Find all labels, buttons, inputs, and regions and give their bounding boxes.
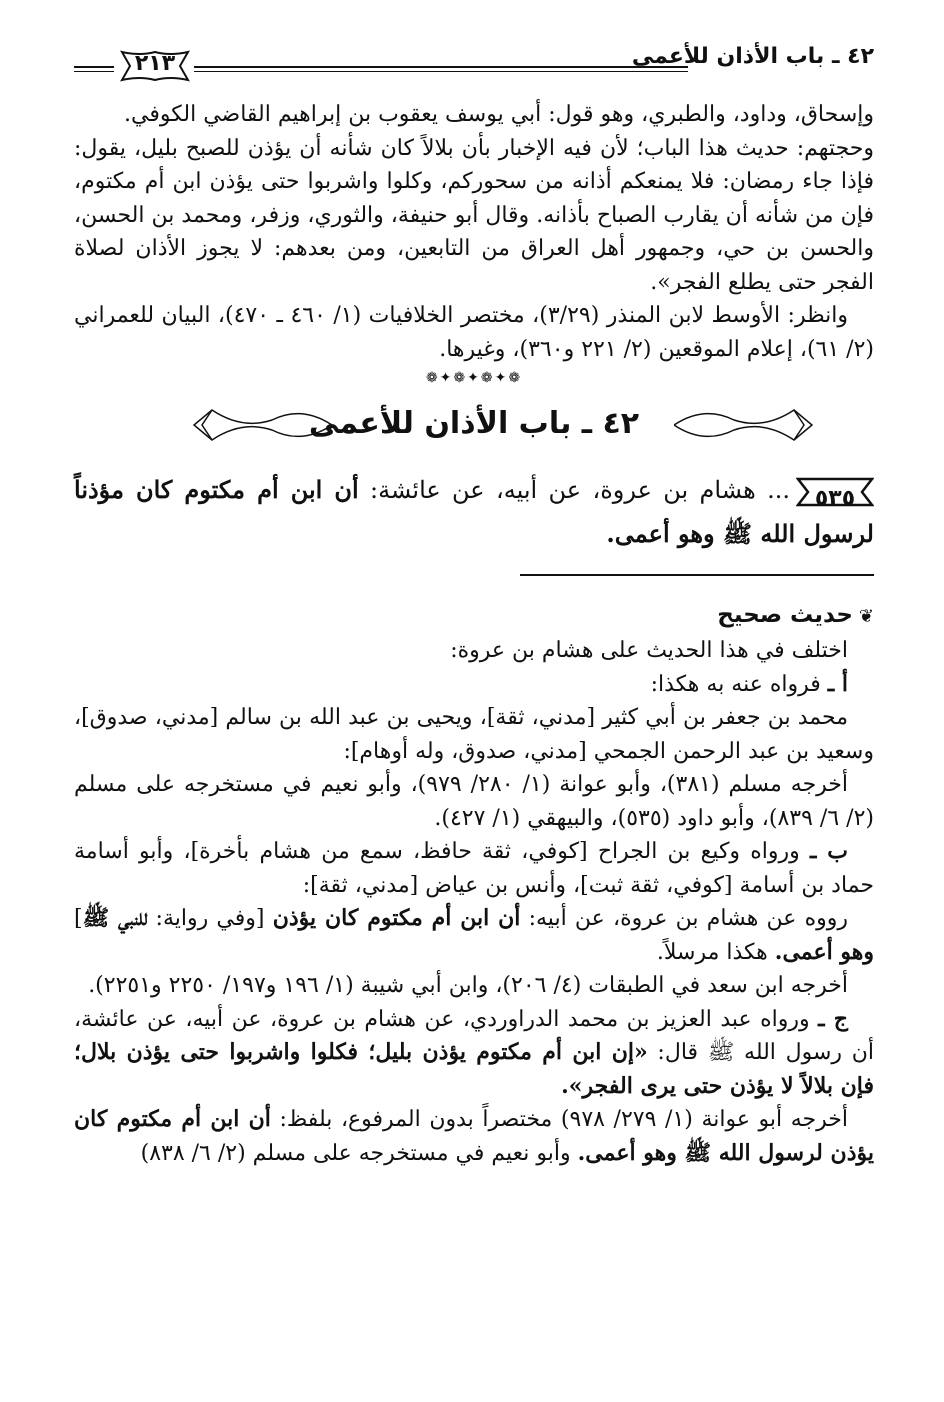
section-ornament: ❁✦❁✦❁✦❁ <box>425 370 523 386</box>
point-a-label: أ ـ <box>827 670 848 697</box>
page-number: ٢١٣ <box>134 51 176 76</box>
point-b-text: ورواه وكيع بن الجراح [كوفي، ثقة حافظ، سمع من هشام بأخرة]، وأبو أسامة حماد بن أسامة [كوفي، ثقة ثبت]، وأنس بن عياض [مدني، ثقة]: <box>74 839 874 898</box>
point-c-text: ورواه عبد العزيز بن محمد الدراوردي، عن هشام بن عروة، عن أبيه، عن عائشة، أن رسول الله ﷺ قال: <box>74 1006 874 1065</box>
riwaya-text: ] <box>74 906 83 931</box>
verdict-label: حديث صحيح <box>717 602 853 628</box>
point-a-intro: فرواه عنه به هكذا: <box>650 671 828 697</box>
header-rule <box>74 71 114 72</box>
page-number-badge <box>120 48 190 84</box>
chapter-heading <box>74 400 874 462</box>
header-rule <box>74 66 114 68</box>
riwaya-bold: أن ابن أم مكتوم كان يؤذن <box>272 905 521 931</box>
paragraph <box>74 835 874 902</box>
takhrij-text: أخرجه أبو عوانة (١/ ٢٧٩/ ٩٧٨) مختصراً بدون المرفوع، بلفظ: <box>270 1107 849 1132</box>
footnote-line: وحجتهم: حديث هذا الباب؛ لأن فيه الإخبار بأن بلالاً كان شأنه أن يؤذن للصبح بليل، يقول: فإذا جاء رمضان: فلا يمنعكم أذانه من سحوركم، وكلوا واشربوا حتى يؤذن ابن أم مكتوم، فإن من شأنه أن يقارب الصباح بأذانه. وقال أبو حنيفة، والثوري، وزفر، ومحمد بن الحسن، والحسن بن حي، وجمهور أهل العراق من التابعين، ومن بعدهم: لا يجوز الأذان لصلاة الفجر حتى يطلع الفجر». <box>74 135 874 295</box>
header-rule <box>194 66 688 68</box>
riwaya-text: رووه عن هشام بن عروة، عن أبيه: <box>520 906 848 931</box>
paragraph: اختلف في هذا الحديث على هشام بن عروة: <box>450 638 848 663</box>
hadith-text <box>74 468 874 556</box>
riwaya-bold: للنبي ﷺ <box>82 905 148 931</box>
chapter-title: ٤٢ ـ باب الأذان للأعمى <box>308 406 640 441</box>
point-b-label: ب ـ <box>809 838 848 864</box>
takhrij-bold: أن ابن أم مكتوم كان يؤذن لرسول الله ﷺ وهو أعمى. <box>74 1106 874 1166</box>
text-divider <box>520 574 874 576</box>
running-header <box>74 40 874 98</box>
commentary <box>74 634 874 1170</box>
point-c-bold: «إن ابن أم مكتوم يؤذن بليل؛ فكلوا واشربوا حتى يؤذن بلال؛ فإن بلالاً لا يؤذن حتى يرى الفجر». <box>74 1039 874 1099</box>
point-c-label: ج ـ <box>818 1005 848 1032</box>
hadith-number: ٥٣٥ <box>814 485 856 511</box>
footnote-line: وإسحاق، وداود، والطبري، وهو قول: أبي يوسف يعقوب بن إبراهيم القاضي الكوفي. <box>124 102 874 127</box>
riwaya-text: هكذا مرسلاً. <box>656 939 775 965</box>
paragraph <box>74 1003 874 1104</box>
hadith-verdict <box>74 598 874 634</box>
riwaya-bold: وهو أعمى. <box>774 938 874 965</box>
verdict-bullet-icon: ❦ <box>858 606 874 627</box>
hadith-isnad: ... هشام بن عروة، عن أبيه، عن عائشة: <box>358 476 791 504</box>
paragraph <box>74 1103 874 1170</box>
running-header-title: ٤٢ ـ باب الأذان للأعمى <box>631 44 874 69</box>
footnote-continuation <box>74 98 874 386</box>
paragraph <box>74 902 874 969</box>
hadith-matn: أن ابن أم مكتوم كان مؤذناً لرسول الله ﷺ وهو أعمى. <box>74 475 874 548</box>
footnote-line: وانظر: الأوسط لابن المنذر (٣/٢٩)، مختصر الخلافيات (١/ ٤٦٠ ـ ٤٧٠)، البيان للعمراني (٢/ ٦١)، إعلام الموقعين (٢/ ٢٢١ و٣٦٠)، وغيرها. <box>74 303 874 362</box>
paragraph: محمد بن جعفر بن أبي كثير [مدني، ثقة]، ويحيى بن عبد الله بن سالم [مدني، صدوق]، وسعيد بن عبد الرحمن الجمحي [مدني، صدوق، وله أوهام]: <box>74 705 874 764</box>
book-page <box>74 40 874 1170</box>
paragraph: أخرجه مسلم (٣٨١)، وأبو عوانة (١/ ٢٨٠/ ٩٧٩)، وأبو نعيم في مستخرجه على مسلم (٢/ ٦/ ٨٣٩)، وأبو داود (٥٣٥)، والبيهقي (١/ ٤٢٧). <box>74 772 874 831</box>
header-rule <box>194 71 688 72</box>
hadith-number-badge <box>796 475 874 509</box>
paragraph <box>74 668 874 702</box>
paragraph: أخرجه ابن سعد في الطبقات (٤/ ٢٠٦)، وابن أبي شيبة (١/ ١٩٦ و١٩٧/ ٢٢٥٠ و٢٢٥١). <box>88 973 848 998</box>
riwaya-text: [وفي رواية: <box>147 906 273 931</box>
takhrij-text: وأبو نعيم في مستخرجه على مسلم (٢/ ٦/ ٨٣٨) <box>140 1140 578 1166</box>
chapter-left-flourish-icon <box>192 400 332 450</box>
